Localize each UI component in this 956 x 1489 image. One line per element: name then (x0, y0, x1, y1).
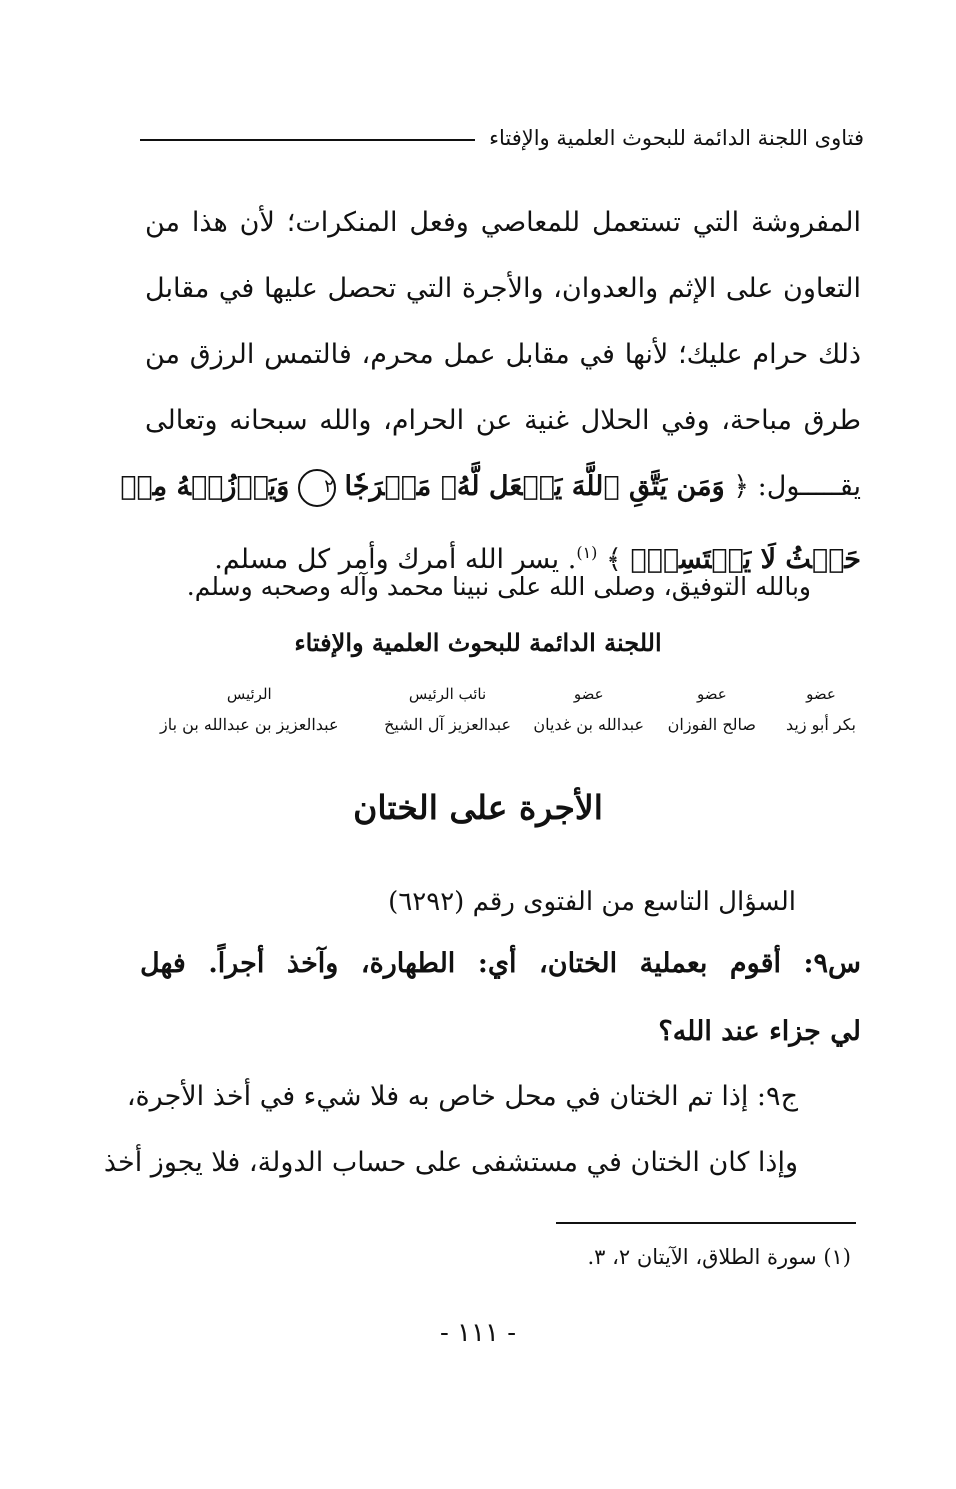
signatory-2 (668, 680, 756, 742)
signatory-4 (384, 680, 511, 742)
signatory-role: عضو (806, 685, 836, 703)
committee-title: اللجنة الدائمة للبحوث العلمية والإفتاء (294, 628, 662, 657)
signatory-5 (160, 680, 339, 742)
fatwa-body (120, 190, 861, 586)
footnote-rule (556, 1222, 856, 1224)
signatory-1 (786, 680, 856, 742)
signatory-3 (533, 680, 644, 742)
answer (103, 1064, 798, 1196)
page-number: - ١١١ - (439, 1318, 517, 1348)
quote-intro: يقـــــول: ﴿ (733, 471, 861, 502)
header-title: فتاوى اللجنة الدائمة للبحوث العلمية والإفتاء (489, 126, 864, 150)
section-title: الأجرة على الختان (353, 788, 603, 827)
ayah-text-3: حَيۡثُ لَا يَحۡتَسِبُۚ (630, 544, 861, 575)
signatory-name: بكر أبو زيد (785, 715, 856, 734)
signatory-name: صالح الفوزان (667, 715, 756, 734)
answer-line-1: ج٩: إذا تم الختان في محل خاص به فلا شيء في أخذ الأجرة، (126, 1081, 798, 1112)
signatory-name: عبدالعزيز آل الشيخ (384, 715, 511, 734)
signatory-name: عبدالله بن غديان (533, 715, 644, 734)
ayah-number-marker: ٢ (298, 469, 336, 507)
closing-line: وبالله التوفيق، وصلى الله على نبينا محمد وآله وصحبه وسلم. (186, 572, 811, 601)
body-line-1: المفروشة التي تستعمل للمعاصي وفعل المنكرات؛ لأن هذا من (145, 207, 861, 238)
body-line-6-text: . يسر الله أمرك وأمر كل مسلم. (214, 544, 577, 575)
answer-line-2: وإذا كان الختان في مستشفى على حساب الدولة، فلا يجوز أخذ (103, 1147, 798, 1178)
signatory-role: عضو (696, 685, 727, 703)
header-rule (140, 139, 475, 141)
signatory-role: عضو (573, 685, 604, 703)
footnote: (١) سورة الطلاق، الآيتان ٢، ٣. (587, 1245, 851, 1269)
body-line-5 (120, 454, 861, 520)
question-reference: السؤال التاسع من الفتوى رقم (٦٢٩٢) (388, 887, 796, 917)
signatory-role: نائب الرئيس (408, 685, 487, 703)
question (140, 930, 861, 1066)
ayah-text-2: وَيَرۡزُقۡهُ مِنۡ (120, 471, 290, 502)
footnote-reference: (١) (576, 543, 598, 562)
signatory-name: عبدالعزيز بن عبدالله بن باز (160, 715, 339, 734)
signatory-role: الرئيس (226, 685, 272, 703)
question-line-2: لي جزاء عند الله؟ (658, 1016, 861, 1047)
ayah-text-1: وَمَن يَتَّقِ ٱللَّهَ يَجۡعَل لَّهُۥ مَخۡرَجٗا (344, 471, 725, 502)
body-line-4: طرق مباحة، وفي الحلال غنية عن الحرام، والله سبحانه وتعالى (145, 405, 861, 436)
body-line-2: التعاون على الإثم والعدوان، والأجرة التي تحصل عليها في مقابل (145, 273, 861, 304)
quote-close: ﴾ (606, 544, 622, 575)
body-line-3: ذلك حرام عليك؛ لأنها في مقابل عمل محرم، فالتمس الرزق من (145, 339, 861, 370)
running-header (140, 118, 864, 158)
question-line-1: س٩: أقوم بعملية الختان، أي: الطهارة، وآخذ أجراً. فهل (140, 948, 861, 979)
signatories (160, 680, 856, 750)
